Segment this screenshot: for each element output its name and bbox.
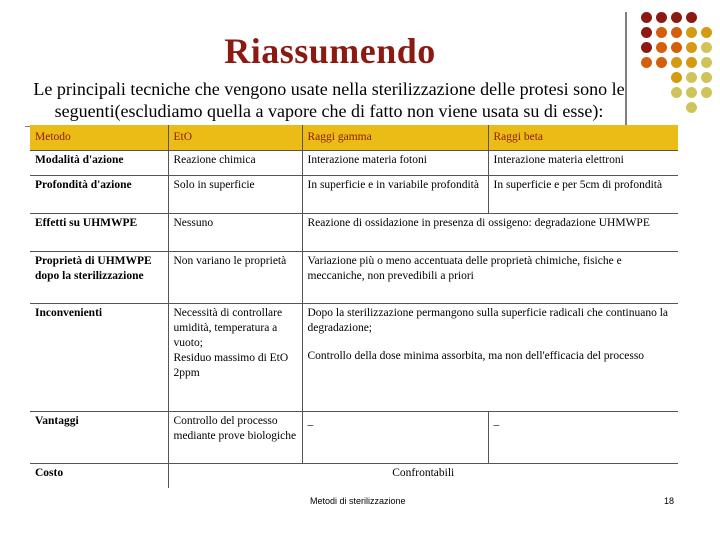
- cell-eto: Non variano le proprietà: [168, 252, 302, 304]
- decorative-dot: [671, 57, 682, 68]
- decorative-dot: [671, 42, 682, 53]
- row-label: Profondità d'azione: [30, 176, 168, 214]
- decorative-dot: [701, 42, 712, 53]
- row-label: Vantaggi: [30, 412, 168, 464]
- cell-eto: Controllo del processo mediante prove biologiche: [168, 412, 302, 464]
- cell-gamma: _: [302, 412, 488, 464]
- cell-gamma: Interazione materia fotoni: [302, 151, 488, 176]
- decorative-dot: [701, 72, 712, 83]
- table-row-proprieta: [30, 252, 678, 304]
- decorative-dot: [686, 27, 697, 38]
- decorative-dot: [686, 87, 697, 98]
- header-raggi-beta: Raggi beta: [488, 125, 678, 151]
- table-row-inconvenienti: [30, 304, 678, 412]
- decorative-dot: [641, 27, 652, 38]
- header-eto: EtO: [168, 125, 302, 151]
- row-label: Modalità d'azione: [30, 151, 168, 176]
- header-raggi-gamma: Raggi gamma: [302, 125, 488, 151]
- header-metodo: Metodo: [30, 125, 168, 151]
- decorative-dot: [656, 27, 667, 38]
- table-row-modalita: [30, 151, 678, 176]
- cell-eto: Solo in superficie: [168, 176, 302, 214]
- decorative-dot: [641, 57, 652, 68]
- slide-subtitle: Le principali tecniche che vengono usate nella sterilizzazione delle protesi sono le seguenti(escludiamo quella a vapore che di fatto non viene usata su di esse):: [33, 79, 625, 121]
- cell-eto: Nessuno: [168, 214, 302, 252]
- decorative-dot: [686, 72, 697, 83]
- cell-gamma: In superficie e in variabile profondità: [302, 176, 488, 214]
- decorative-dot: [656, 57, 667, 68]
- row-label: Proprietà di UHMWPE dopo la sterilizzazione: [30, 252, 168, 304]
- cell-eto: [168, 304, 302, 412]
- decorative-dot: [686, 57, 697, 68]
- row-label: Costo: [30, 464, 168, 488]
- table-header-row: [30, 125, 678, 151]
- row-label: Inconvenienti: [30, 304, 168, 412]
- decorative-dot: [671, 72, 682, 83]
- decorative-dot: [686, 42, 697, 53]
- table-row-profondita: [30, 176, 678, 214]
- decorative-dot: [686, 12, 697, 23]
- decorative-dot: [701, 27, 712, 38]
- cell-beta: Interazione materia elettroni: [493, 154, 624, 166]
- cell-eto: Reazione chimica: [168, 151, 302, 176]
- cell-radiation: Variazione più o meno accentuata delle proprietà chimiche, fisiche e meccaniche, non prevedibili a priori: [307, 255, 622, 282]
- cell-beta: _: [493, 415, 500, 427]
- eto-issue-2: Residuo massimo di EtO 2ppm: [173, 352, 289, 379]
- decorative-dot: [641, 12, 652, 23]
- decorative-dot: [686, 102, 697, 113]
- cell-radiation: [302, 304, 678, 412]
- decorative-dot-grid: [641, 12, 716, 112]
- row-label: Effetti su UHMWPE: [30, 214, 168, 252]
- table-row-costo: [30, 464, 678, 488]
- cell-costo: Confrontabili: [392, 467, 455, 479]
- page-number: 18: [664, 496, 675, 506]
- decorative-dot: [641, 42, 652, 53]
- decorative-dot: [656, 12, 667, 23]
- decorative-dot: [701, 87, 712, 98]
- table-row-effetti: [30, 214, 678, 252]
- sterilization-comparison-table: [30, 125, 678, 488]
- radiation-issue-1: Dopo la sterilizzazione permangono sulla superficie radicali che continuano la degradazione;: [307, 307, 669, 334]
- decorative-dot: [656, 42, 667, 53]
- cell-radiation: Reazione di ossidazione in presenza di ossigeno: degradazione UHMWPE: [307, 217, 650, 229]
- decorative-dot: [701, 57, 712, 68]
- slide-title: Riassumendo: [224, 31, 436, 71]
- cell-beta: In superficie e per 5cm di profondità: [493, 179, 663, 191]
- decorative-dot: [671, 12, 682, 23]
- slide-footer: Metodi di sterilizzazione: [310, 496, 406, 506]
- decorative-dot: [671, 87, 682, 98]
- decorative-dot: [671, 27, 682, 38]
- table-row-vantaggi: [30, 412, 678, 464]
- eto-issue-1: Necessità di controllare umidità, temperatura a vuoto;: [173, 307, 283, 349]
- radiation-issue-2: Controllo della dose minima assorbita, ma non dell'efficacia del processo: [307, 350, 645, 362]
